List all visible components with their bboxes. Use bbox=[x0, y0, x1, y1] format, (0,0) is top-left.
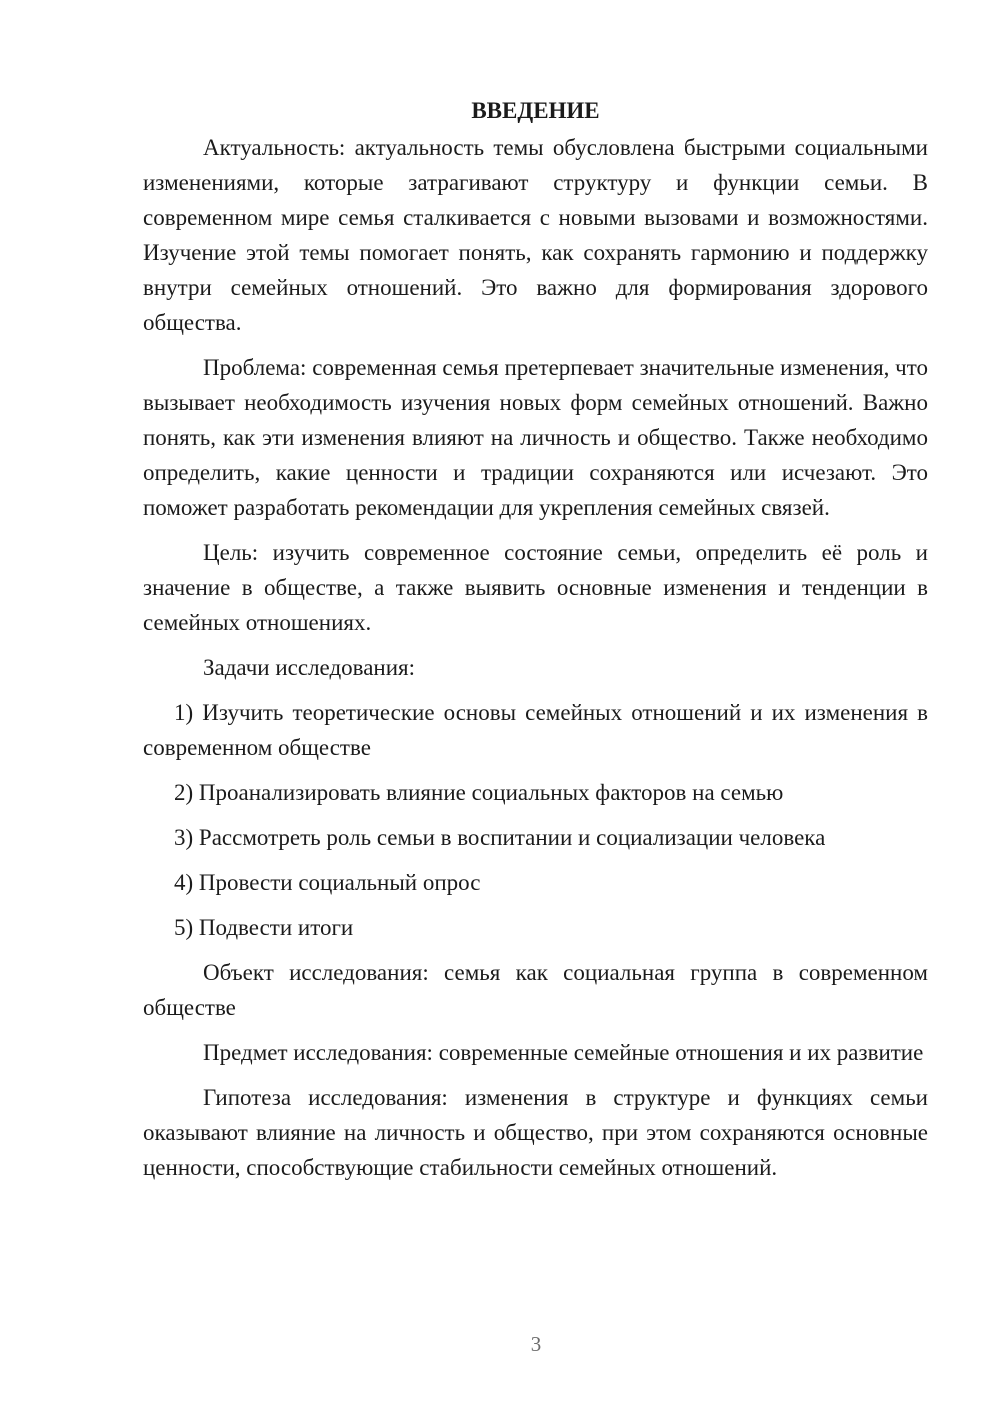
paragraph-problem: Проблема: современная семья претерпевает значительные изменения, что вызывает необходимость изучения новых форм семейных отношений. Важно понять, как эти изменения влияют на личность и общество. Также необходимо определить, какие ценности и традиции сохраняются или исчезают. Это поможет разработать рекомендации для укрепления семейных связей. bbox=[143, 355, 928, 520]
paragraph-hypothesis: Гипотеза исследования: изменения в структуре и функциях семьи оказывают влияние на личность и общество, при этом сохраняются основные ценности, способствующие стабильности семейных отношений. bbox=[143, 1085, 928, 1180]
paragraph-object: Объект исследования: семья как социальная группа в современном обществе bbox=[143, 960, 928, 1020]
list-item: 3) Рассмотреть роль семьи в воспитании и социализации человека bbox=[174, 825, 826, 850]
list-item: 5) Подвести итоги bbox=[174, 915, 354, 940]
paragraph-goal: Цель: изучить современное состояние семьи, определить её роль и значение в обществе, а также выявить основные изменения и тенденции в семейных отношениях. bbox=[143, 540, 928, 635]
list-item: 1) Изучить теоретические основы семейных отношений и их изменения в современном обществе bbox=[143, 700, 928, 760]
paragraph-relevance: Актуальность: актуальность темы обусловлена быстрыми социальными изменениями, которые затрагивают структуру и функции семьи. В современном мире семья сталкивается с новыми вызовами и возможностями. Изучение этой темы помогает понять, как сохранять гармонию и поддержку внутри семейных отношений. Это важно для формирования здорового общества. bbox=[143, 135, 928, 335]
tasks-list bbox=[143, 695, 928, 945]
list-item: 2) Проанализировать влияние социальных факторов на семью bbox=[174, 780, 784, 805]
page-content bbox=[143, 93, 928, 1195]
paragraph-subject: Предмет исследования: современные семейные отношения и их развитие bbox=[203, 1040, 924, 1065]
page-title: ВВЕДЕНИЕ bbox=[471, 98, 600, 123]
tasks-heading: Задачи исследования: bbox=[203, 655, 416, 680]
page-number: 3 bbox=[530, 1332, 542, 1356]
list-item: 4) Провести социальный опрос bbox=[174, 870, 481, 895]
